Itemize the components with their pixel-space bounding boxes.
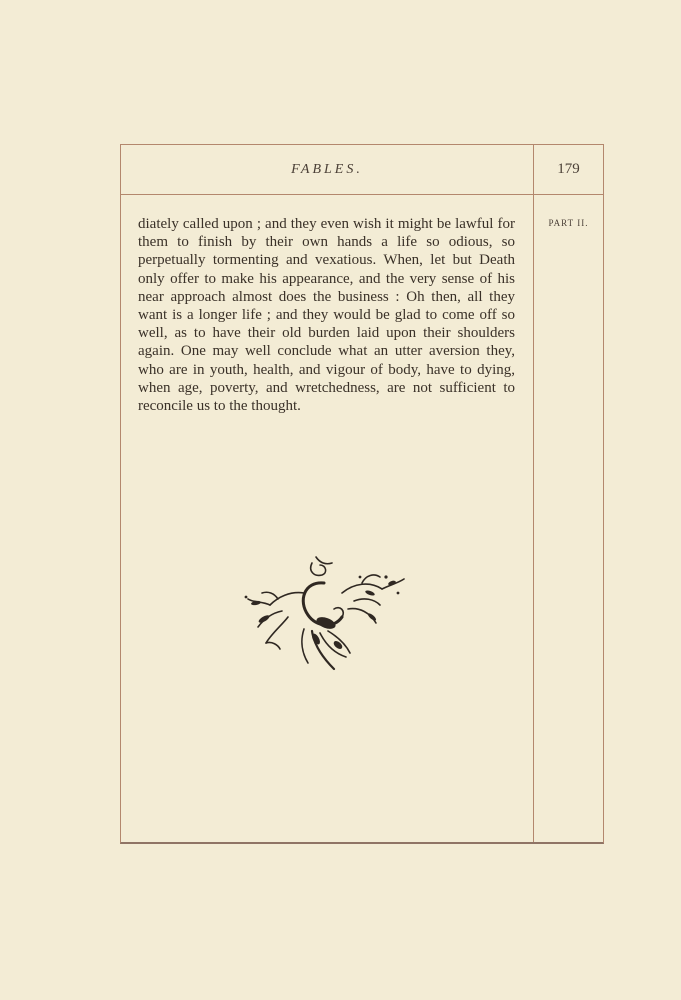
page-number: 179 [557, 161, 580, 177]
margin-column-rule [533, 145, 534, 842]
header-rule [121, 194, 603, 195]
body-paragraph: diately called upon ; and they even wish it might be lawful for them to finish by their own hands a life so odious, so perpetually tormenting and vexatious. When, let but Death only offer to make his appearance, and the very sense of his near approach almost does the business : Oh then, all they want is a longer life ; and they would be glad to come off so well, as to have their old burden laid upon their shoulders again. One may well conclude what an utter aversion they, who are in youth, health, and vigour of body, have to dying, when age, poverty, and wretchedness, are not sufficient to reconcile us to the thought. [138, 216, 515, 415]
margin-side-note: PART II. [548, 218, 589, 228]
body-text [138, 215, 515, 415]
floral-tailpiece-icon [242, 553, 408, 675]
running-head: FABLES. [291, 162, 363, 177]
page-frame [120, 144, 604, 844]
